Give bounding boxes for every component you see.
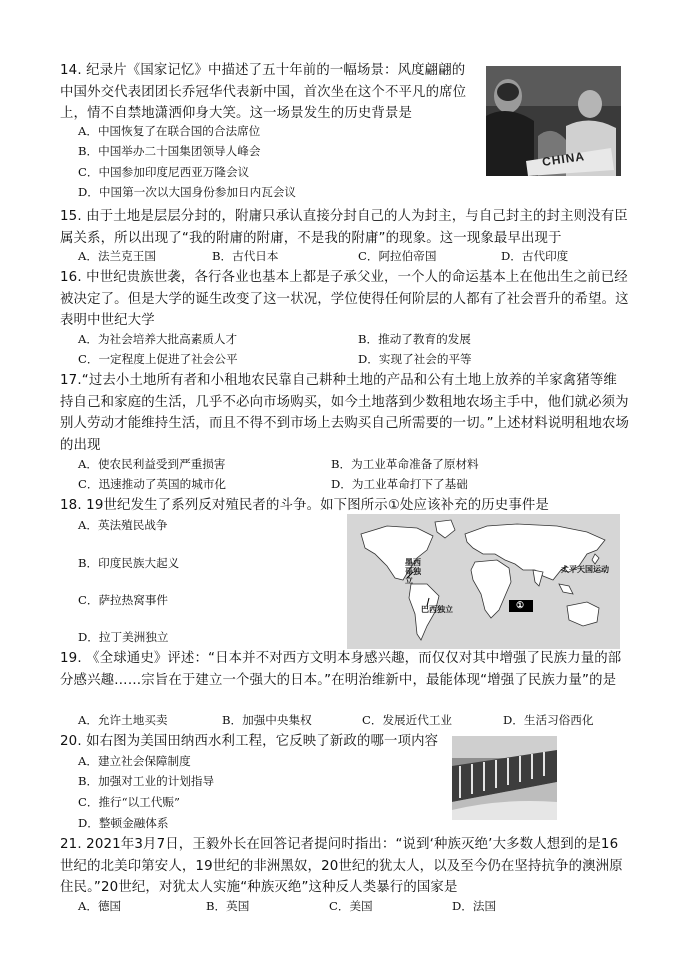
question-stem: 15. 由于土地是层层分封的，附庸只承认直接分封自己的人为封主，与自己封主的封主则没有臣属关系，所以出现了“我的附庸的附庸，不是我的附庸”的现象。这一现象最早出现于 — [60, 209, 628, 246]
option-b[interactable]: B．加强中央集权 — [222, 713, 312, 727]
option-b[interactable]: B．中国举办二十国集团领导人峰会 — [78, 144, 261, 158]
option-a[interactable]: A．使农民利益受到严重损害 — [78, 457, 226, 471]
option-b[interactable]: B．印度民族大起义 — [78, 556, 180, 570]
option-d[interactable]: D．为工业革命打下了基础 — [331, 477, 468, 491]
option-c[interactable]: C．美国 — [329, 899, 373, 913]
question-stem: 14. 纪录片《国家记忆》中描述了五十年前的一幅场景：风度翩翩的中国外交代表团团长乔冠华代表新中国，首次坐在这个不平凡的席位上，情不自禁地潇洒仰身大笑。这一场景发生的历史背景是 — [60, 63, 467, 121]
map-label-brazil: 巴西独立 — [421, 605, 453, 614]
option-c[interactable]: C．一定程度上促进了社会公平 — [78, 352, 238, 366]
question-17 — [60, 370, 630, 456]
question-14 — [60, 60, 478, 125]
option-c[interactable]: C．发展近代工业 — [362, 713, 453, 727]
option-b[interactable]: B．推动了教育的发展 — [358, 332, 471, 346]
question-21 — [60, 834, 630, 899]
option-a[interactable]: A．为社会培养大批高素质人才 — [78, 332, 238, 346]
option-d[interactable]: D．中国第一次以大国身份参加日内瓦会议 — [78, 185, 296, 199]
option-b[interactable]: B．英国 — [206, 899, 250, 913]
option-b[interactable]: B．为工业革命准备了原材料 — [331, 457, 479, 471]
tva-dam-photo — [452, 736, 557, 820]
un-seat-photo — [486, 66, 621, 176]
question-stem: 19. 《全球通史》评述：“日本并不对西方文明本身感兴趣，而仅仅对其中增强了民族力量的部分感兴趣……宗旨在于建立一个强大的日本。”在明治维新中，最能体现“增强了民族力量”的是 — [60, 651, 622, 688]
option-d[interactable]: D．生活习俗西化 — [503, 713, 594, 727]
option-a[interactable]: A．英法殖民战争 — [78, 518, 168, 532]
map-label-mexico: 墨西哥独立 — [405, 558, 421, 585]
option-d[interactable]: D．整顿金融体系 — [78, 816, 169, 830]
question-stem: 17.“过去小土地所有者和小租地农民靠自己耕种土地的产品和公有土地上放养的羊家禽猪等维持自己和家庭的生活，几乎不必向市场购买，如今土地落到少数租地农场主手中，他们就必须为别人劳动才能维持生活，而且不得不到市场上去购买自己所需要的一切。”上述材料说明租地农场的出现 — [60, 373, 630, 453]
map-marker-1: ① — [516, 600, 525, 610]
option-d[interactable]: D．拉丁美洲独立 — [78, 630, 169, 644]
question-16 — [60, 267, 630, 332]
option-c[interactable]: C．迅速推动了英国的城市化 — [78, 477, 226, 491]
option-b[interactable]: B．加强对工业的计划指导 — [78, 774, 215, 788]
option-a[interactable]: A．建立社会保障制度 — [78, 754, 191, 768]
question-stem: 20. 如右图为美国田纳西水利工程，它反映了新政的哪一项内容 — [60, 734, 439, 749]
map-label-taiping: 太平天国运动 — [561, 565, 609, 574]
option-a[interactable]: A．允许土地买卖 — [78, 713, 168, 727]
option-c[interactable]: C．推行“以工代赈” — [78, 795, 180, 809]
question-stem: 21. 2021年3月7日，王毅外长在回答记者提问时指出：“说到‘种族灭绝’大多数人想到的是16世纪的北美印第安人，19世纪的非洲黑奴，20世纪的犹太人，以及至今仍在坚持抗争的澳洲原住民。”20世纪，对犹太人实施“种族灭绝”这种反人类暴行的国家是 — [60, 837, 623, 895]
question-stem: 16. 中世纪贵族世袭，各行各业也基本上都是子承父业，一个人的命运基本上在他出生之前已经被决定了。但是大学的诞生改变了这一状况，学位使得任何阶层的人都有了社会晋升的希望。这表明中世纪大学 — [60, 270, 629, 328]
option-d[interactable]: D．古代印度 — [501, 249, 569, 263]
world-map — [347, 514, 620, 649]
option-a[interactable]: A．德国 — [78, 899, 122, 913]
question-20 — [60, 731, 460, 753]
option-a[interactable]: A．中国恢复了在联合国的合法席位 — [78, 124, 261, 138]
option-a[interactable]: A．法兰克王国 — [78, 249, 156, 263]
option-c[interactable]: C．萨拉热窝事件 — [78, 593, 169, 607]
question-15 — [60, 206, 630, 249]
option-d[interactable]: D．法国 — [452, 899, 497, 913]
option-c[interactable]: C．中国参加印度尼西亚万隆会议 — [78, 165, 250, 179]
question-19 — [60, 648, 630, 691]
option-b[interactable]: B．古代日本 — [212, 249, 279, 263]
option-d[interactable]: D．实现了社会的平等 — [358, 352, 472, 366]
option-c[interactable]: C．阿拉伯帝国 — [358, 249, 437, 263]
question-stem: 18. 19世纪发生了系列反对殖民者的斗争。如下图所示①处应该补充的历史事件是 — [60, 498, 549, 513]
china-nameplate: CHINA — [541, 149, 586, 169]
